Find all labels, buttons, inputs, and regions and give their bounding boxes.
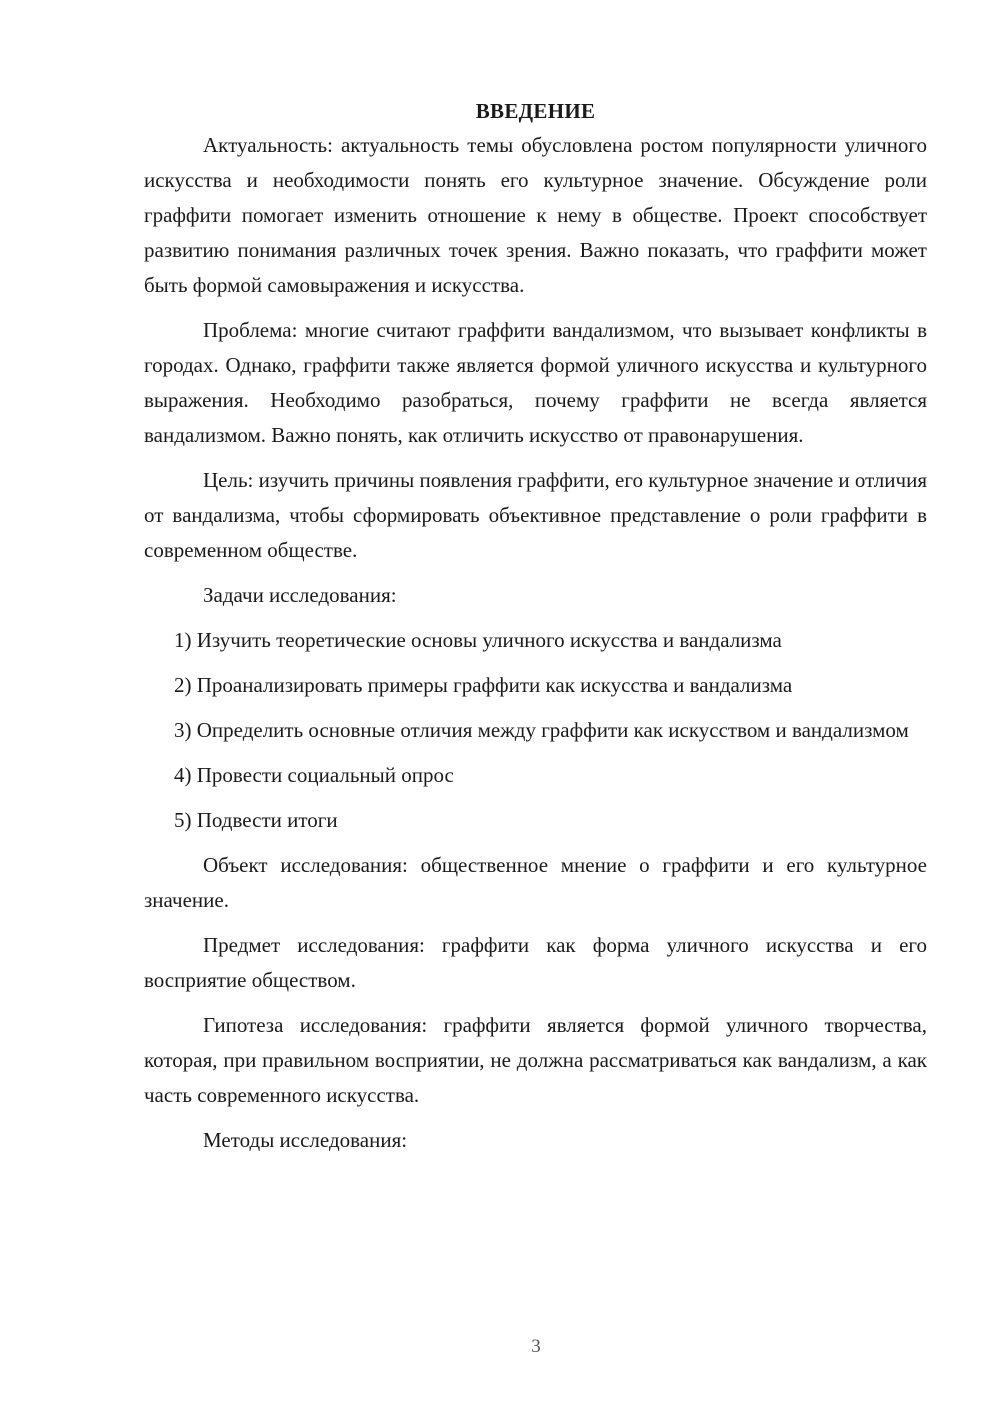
task-item-1: 1) Изучить теоретические основы уличного искусства и вандализма xyxy=(174,628,782,652)
problem-paragraph: Проблема: многие считают граффити вандализмом, что вызывает конфликты в городах. Однако, граффити также является формой уличного искусства и культурного выражения. Необходимо разобраться, почему граффити не всегда является вандализмом. Важно понять, как отличить искусство от правонарушения. xyxy=(144,318,927,447)
subject-paragraph: Предмет исследования: граффити как форма уличного искусства и его восприятие обществом. xyxy=(144,933,927,992)
hypothesis-paragraph: Гипотеза исследования: граффити является формой уличного творчества, которая, при правильном восприятии, не должна рассматриваться как вандализм, а как часть современного искусства. xyxy=(144,1013,927,1107)
goal-paragraph: Цель: изучить причины появления граффити, его культурное значение и отличия от вандализма, чтобы сформировать объективное представление о роли граффити в современном обществе. xyxy=(144,468,927,562)
task-item-4: 4) Провести социальный опрос xyxy=(174,763,454,787)
task-item-3: 3) Определить основные отличия между граффити как искусством и вандализмом xyxy=(174,718,909,742)
relevance-paragraph: Актуальность: актуальность темы обусловлена ростом популярности уличного искусства и необходимости понять его культурное значение. Обсуждение роли граффити помогает изменить отношение к нему в обществе. Проект способствует развитию понимания различных точек зрения. Важно показать, что граффити может быть формой самовыражения и искусства. xyxy=(144,133,927,297)
tasks-title: Задачи исследования: xyxy=(203,583,397,607)
task-item-5: 5) Подвести итоги xyxy=(174,808,338,832)
task-item-2: 2) Проанализировать примеры граффити как искусства и вандализма xyxy=(174,673,793,697)
object-paragraph: Объект исследования: общественное мнение о граффити и его культурное значение. xyxy=(144,853,927,912)
section-heading: ВВЕДЕНИЕ xyxy=(475,99,596,123)
page-number: 3 xyxy=(531,1336,541,1357)
page-content xyxy=(144,96,927,1168)
methods-title: Методы исследования: xyxy=(203,1128,408,1152)
